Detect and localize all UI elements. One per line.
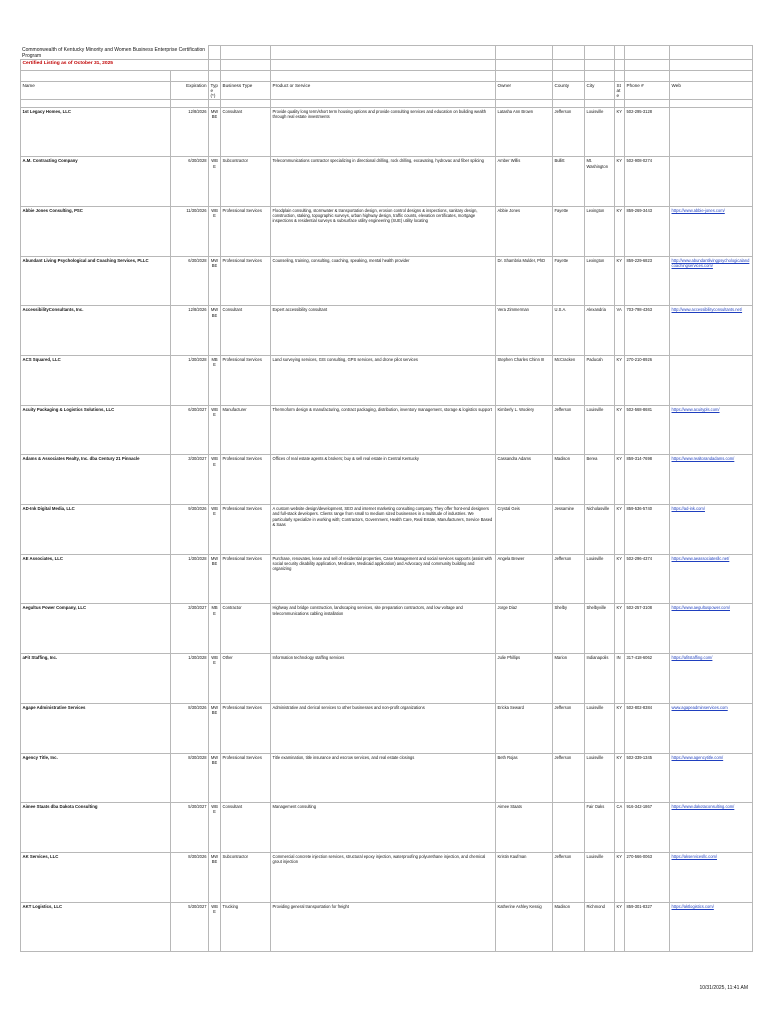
cell-product: Land surveying services, GIS consulting, GPS services, and drone pilot services xyxy=(271,356,496,406)
cell-city: Louisville xyxy=(585,753,615,803)
cell-state: KY xyxy=(615,206,625,256)
cell-city: Paducah xyxy=(585,356,615,406)
cell-business-type: Other xyxy=(221,654,271,704)
cell-county: Fayette xyxy=(553,256,585,306)
cell-city: Louisville xyxy=(585,405,615,455)
cell-business-type: Professional Services xyxy=(221,356,271,406)
cell-type: MWBE xyxy=(209,852,221,902)
table-row xyxy=(21,206,753,256)
table-row xyxy=(21,604,753,654)
cell-phone: 859-229-6823 xyxy=(625,256,670,306)
cell-expiration: 6/30/2028 xyxy=(171,256,209,306)
col-header-business-type: Business Type xyxy=(221,82,271,100)
cell-business-type: Consultant xyxy=(221,803,271,853)
cell-name: Aimee Staats dba Dakota Consulting xyxy=(21,803,171,853)
cell-product: Thermoform design & manufacturing, contract packaging, distribution, inventory management, storage & logistics support xyxy=(271,405,496,455)
cell-product: Floodplain consulting, stormwater & transportation design, erosion control designs & inspections, sanitary design, construction, staking, topographic surveys, urban highway design, traffic counts, elevation certificates, mortgage inspections & residential surveys & subsurface utility engineering (SUE) utility locating xyxy=(271,206,496,256)
col-header-owner: Owner xyxy=(496,82,553,100)
cell-county: Jefferson xyxy=(553,107,585,157)
cell-type: MWBE xyxy=(209,306,221,356)
cell-state: KY xyxy=(615,505,625,555)
cell-product: Information technology staffing services xyxy=(271,654,496,704)
cell-phone: 859-301-8327 xyxy=(625,902,670,952)
cell-product: Highway and bridge construction, landscaping services, site preparation contractors, and low voltage and telecommunications cabling installation xyxy=(271,604,496,654)
cell-product: Title examination, title insurance and escrow services, and real estate closings xyxy=(271,753,496,803)
cell-phone: 859-314-7698 xyxy=(625,455,670,505)
cell-expiration: 6/30/2027 xyxy=(171,405,209,455)
cell-phone: 317-418-6062 xyxy=(625,654,670,704)
col-header-phone: Phone # xyxy=(625,82,670,100)
cell-owner: Beth Rojas xyxy=(496,753,553,803)
cell-web[interactable] xyxy=(670,107,753,157)
table-row xyxy=(21,157,753,207)
cell-expiration: 12/8/2026 xyxy=(171,107,209,157)
cell-name: AD-Ink Digital Media, LLC xyxy=(21,505,171,555)
col-header-state: State xyxy=(615,82,625,100)
table-row xyxy=(21,554,753,604)
website-link[interactable]: http://www.accessibilityconsultants.net/ xyxy=(671,307,743,313)
cell-city: Lexington xyxy=(585,256,615,306)
cell-type: MWBE xyxy=(209,554,221,604)
cell-state: KY xyxy=(615,902,625,952)
cell-owner: Amber Willis xyxy=(496,157,553,207)
cell-name: Aegultus Power Company, LLC xyxy=(21,604,171,654)
cell-web[interactable] xyxy=(670,803,753,853)
cell-state: KY xyxy=(615,852,625,902)
print-timestamp: 10/31/2025, 11:41 AM xyxy=(699,985,748,991)
cell-phone: 502-296-4374 xyxy=(625,554,670,604)
website-link[interactable]: https://www.aeassociatesllc.net/ xyxy=(671,555,730,561)
cell-business-type: Subcontractor xyxy=(221,852,271,902)
cell-phone: 703-798-4363 xyxy=(625,306,670,356)
cell-owner: Latasha Ann Brown xyxy=(496,107,553,157)
cell-product: Telecommunications contractor specializing in directional drilling, rock drilling, excavating, hydrovac and fiber splicing xyxy=(271,157,496,207)
cell-product: Expert accessibility consultant xyxy=(271,306,496,356)
cell-county: Madison xyxy=(553,455,585,505)
cell-owner: Katherine Ashley Kessig xyxy=(496,902,553,952)
website-link[interactable]: https://www.dakotaconsulting.com/ xyxy=(671,804,735,810)
cell-expiration: 12/8/2026 xyxy=(171,306,209,356)
cell-type: WBE xyxy=(209,157,221,207)
cell-product: Offices of real estate agents & brokers; buy & sell real estate in Central Kentucky xyxy=(271,455,496,505)
cell-expiration: 8/30/2028 xyxy=(171,753,209,803)
cell-state: KY xyxy=(615,405,625,455)
cell-name: Acuity Packaging & Logistics Solutions, LLC xyxy=(21,405,171,455)
title-line-2: Program xyxy=(22,52,42,59)
header-row xyxy=(21,82,753,100)
cell-web[interactable] xyxy=(670,157,753,207)
cell-county: Fayette xyxy=(553,206,585,256)
cell-type: MBE xyxy=(209,604,221,654)
cell-expiration: 1/30/2028 xyxy=(171,356,209,406)
cell-state: KY xyxy=(615,604,625,654)
cell-web[interactable] xyxy=(670,902,753,952)
col-header-product: Product or Service xyxy=(271,82,496,100)
cell-county: Jefferson xyxy=(553,405,585,455)
table-row xyxy=(21,703,753,753)
cell-phone: 270-566-0063 xyxy=(625,852,670,902)
table-row xyxy=(21,803,753,853)
cell-expiration: 5/30/2027 xyxy=(171,803,209,853)
cell-city: Fair Oaks xyxy=(585,803,615,853)
cell-state: KY xyxy=(615,157,625,207)
cell-product: Management consulting xyxy=(271,803,496,853)
cell-phone: 270-210-8926 xyxy=(625,356,670,406)
cell-state: KY xyxy=(615,256,625,306)
cell-city: Nicholasville xyxy=(585,505,615,555)
cell-business-type: Professional Services xyxy=(221,455,271,505)
cell-phone: 916-342-1867 xyxy=(625,803,670,853)
cell-city: Indianapolis xyxy=(585,654,615,704)
table-row xyxy=(21,256,753,306)
cell-type: MWBE xyxy=(209,107,221,157)
cell-type: WBE xyxy=(209,803,221,853)
col-header-city: City xyxy=(585,82,615,100)
col-header-expiration: Expiration xyxy=(171,82,209,100)
cell-phone: 502-908-0274 xyxy=(625,157,670,207)
cell-product: A custom website design/development, SEO and internet marketing consulting company. They offer front-end designers and full-stack developers. Clients range from small to medium sized businesses in a multitude of industries. We particularly specialize in working with; Contractors, Government, Health Care, Real Estate, Manufacturers, Service Based & Saas xyxy=(271,505,496,555)
cell-county: Jefferson xyxy=(553,753,585,803)
website-link[interactable]: https://afitstaffing.com/ xyxy=(671,655,713,661)
cell-name: ACS Squared, LLC xyxy=(21,356,171,406)
cell-business-type: Consultant xyxy=(221,107,271,157)
cell-state: KY xyxy=(615,107,625,157)
cell-web[interactable] xyxy=(670,505,753,555)
website-link[interactable]: https://www.acuitypls.com/ xyxy=(671,406,720,412)
cell-phone: 502-295-3128 xyxy=(625,107,670,157)
cell-web[interactable] xyxy=(670,604,753,654)
table-row xyxy=(21,455,753,505)
cell-product: Providing general transportation for freight xyxy=(271,902,496,952)
cell-type: MBE xyxy=(209,356,221,406)
cell-business-type: Contractor xyxy=(221,604,271,654)
cell-county: Shelby xyxy=(553,604,585,654)
cell-city: Lexington xyxy=(585,206,615,256)
cell-expiration: 11/30/2026 xyxy=(171,206,209,256)
cell-county: Jefferson xyxy=(553,852,585,902)
cell-expiration: 3/30/2027 xyxy=(171,455,209,505)
cell-county: Bullitt xyxy=(553,157,585,207)
cell-owner: Ericka Seward xyxy=(496,703,553,753)
col-header-county: County xyxy=(553,82,585,100)
cell-county: McCracken xyxy=(553,356,585,406)
col-header-type: Type (*) xyxy=(209,82,221,100)
website-link[interactable]: https://akservicesllc.com/ xyxy=(671,853,718,859)
cell-expiration: 3/30/2027 xyxy=(171,604,209,654)
cell-name: Abundant Living Psychological and Coaching Services, PLLC xyxy=(21,256,171,306)
cell-owner: Aimee Staats xyxy=(496,803,553,853)
cell-county: Jefferson xyxy=(553,554,585,604)
cell-city: Louisville xyxy=(585,852,615,902)
website-link[interactable]: www.agapeadminservices.com xyxy=(671,704,728,710)
cell-owner: Stephen Charles Chinn III xyxy=(496,356,553,406)
cell-business-type: Professional Services xyxy=(221,554,271,604)
cell-name: Agape Administrative Services xyxy=(21,703,171,753)
cell-expiration: 5/30/2027 xyxy=(171,902,209,952)
cell-phone: 502-257-3108 xyxy=(625,604,670,654)
cell-business-type: Professional Services xyxy=(221,206,271,256)
cell-state: CA xyxy=(615,803,625,853)
cell-product: Provide quality long term/short term housing options and provide consulting services and education on building wealth through real estate investments xyxy=(271,107,496,157)
cell-owner: Jorge Diaz xyxy=(496,604,553,654)
cell-name: AKT Logistics, LLC xyxy=(21,902,171,952)
cell-county: U.S.A. xyxy=(553,306,585,356)
cell-name: A.M. Contracting Company xyxy=(21,157,171,207)
cell-business-type: Consultant xyxy=(221,306,271,356)
cell-expiration: 6/30/2028 xyxy=(171,157,209,207)
website-link[interactable]: https://www.aegultuspower.com/ xyxy=(671,605,730,611)
cell-city: Richmond xyxy=(585,902,615,952)
cell-phone: 859-269-3443 xyxy=(625,206,670,256)
table-row xyxy=(21,505,753,555)
cell-owner: Kimberly L. Woolery xyxy=(496,405,553,455)
cell-web[interactable] xyxy=(670,306,753,356)
cell-state: VA xyxy=(615,306,625,356)
cell-county: Jefferson xyxy=(553,703,585,753)
cell-name: Abbie Jones Consulting, PSC xyxy=(21,206,171,256)
cell-state: KY xyxy=(615,703,625,753)
cell-web[interactable] xyxy=(670,753,753,803)
cell-name: aFit Staffing, Inc. xyxy=(21,654,171,704)
cell-expiration: 8/30/2026 xyxy=(171,703,209,753)
cell-type: WBE xyxy=(209,654,221,704)
cell-expiration: 9/30/2026 xyxy=(171,505,209,555)
cell-county: Marion xyxy=(553,654,585,704)
cell-state: KY xyxy=(615,753,625,803)
website-link[interactable]: https://www.agencytitle.com/ xyxy=(671,754,724,760)
cell-city: Louisville xyxy=(585,703,615,753)
cell-county: Madison xyxy=(553,902,585,952)
table-row xyxy=(21,356,753,406)
cell-owner: Dr. Shambria Mulder, PhD xyxy=(496,256,553,306)
cell-state: KY xyxy=(615,554,625,604)
cell-name: Adams & Associates Realty, Inc. dba Century 21 Pinnacle xyxy=(21,455,171,505)
cell-web[interactable] xyxy=(670,455,753,505)
cell-state: KY xyxy=(615,356,625,406)
cell-county: Jessamine xyxy=(553,505,585,555)
cell-product: Counseling, training, consulting, coaching, speaking, mental health provider xyxy=(271,256,496,306)
cell-type: MWBE xyxy=(209,256,221,306)
cell-type: WBE xyxy=(209,405,221,455)
table-row xyxy=(21,753,753,803)
table-row xyxy=(21,902,753,952)
cell-city: Berea xyxy=(585,455,615,505)
table-row xyxy=(21,107,753,157)
cell-phone: 859-536-5740 xyxy=(625,505,670,555)
cell-state: KY xyxy=(615,455,625,505)
cell-business-type: Subcontractor xyxy=(221,157,271,207)
cell-city: Louisville xyxy=(585,107,615,157)
cell-type: WBE xyxy=(209,902,221,952)
col-header-name: Name xyxy=(21,82,171,100)
cell-product: Purchase, renovates, lease and sell of residential properties, Case Management and social services supports (assist with social security disability application, Medicare, Medicaid application) and Advocacy and community building and organizing xyxy=(271,554,496,604)
report-title xyxy=(21,46,209,60)
cell-owner: Crystal Geis xyxy=(496,505,553,555)
cell-county xyxy=(553,803,585,853)
cell-expiration: 8/30/2026 xyxy=(171,852,209,902)
website-link[interactable]: http://www.abundantlivingpsychologicalandcoachingservices.com/ xyxy=(671,257,750,268)
cell-web[interactable] xyxy=(670,206,753,256)
table-row xyxy=(21,306,753,356)
cell-owner: Abbie Jones xyxy=(496,206,553,256)
cell-web[interactable] xyxy=(670,356,753,406)
listing-sheet xyxy=(20,45,752,952)
cell-phone: 502-339-1345 xyxy=(625,753,670,803)
cell-owner: Kristin Kaufman xyxy=(496,852,553,902)
cell-type: WBE xyxy=(209,505,221,555)
cell-business-type: Manufacturer xyxy=(221,405,271,455)
cell-web[interactable] xyxy=(670,703,753,753)
cell-phone: 502-802-8384 xyxy=(625,703,670,753)
cell-city: Louisville xyxy=(585,554,615,604)
cell-type: WBE xyxy=(209,206,221,256)
website-link[interactable]: https://www.realtorandadams.com/ xyxy=(671,456,735,462)
cell-product: Commercial concrete injection services, structural epoxy injection, waterproofing polyurethane injection, and chemical grout injection xyxy=(271,852,496,902)
website-link[interactable]: https://ad-ink.com/ xyxy=(671,506,705,512)
title-line-1: Commonwealth of Kentucky Minority and Women Business Enterprise Certification xyxy=(22,46,206,53)
cell-owner: Angela Brewer xyxy=(496,554,553,604)
cell-web[interactable] xyxy=(670,654,753,704)
cell-product: Administrative and clerical services to other businesses and non-profit organizations xyxy=(271,703,496,753)
cell-type: MWBE xyxy=(209,753,221,803)
cell-name: AK Services, LLC xyxy=(21,852,171,902)
cell-owner: Julie Phillips xyxy=(496,654,553,704)
certification-table xyxy=(20,45,753,952)
cell-type: MWBE xyxy=(209,703,221,753)
cell-phone: 502-568-8681 xyxy=(625,405,670,455)
cell-business-type: Professional Services xyxy=(221,753,271,803)
cell-owner: Vera Zimmerman xyxy=(496,306,553,356)
cell-business-type: Professional Services xyxy=(221,703,271,753)
cell-name: 1st Legacy Homes, LLC xyxy=(21,107,171,157)
table-row xyxy=(21,654,753,704)
table-row xyxy=(21,852,753,902)
website-link[interactable]: https://aktlogistics.com/ xyxy=(671,903,714,909)
cell-name: AE Associates, LLC xyxy=(21,554,171,604)
cell-business-type: Professional Services xyxy=(221,505,271,555)
cell-expiration: 1/30/2028 xyxy=(171,554,209,604)
cell-web[interactable] xyxy=(670,554,753,604)
cell-type: WBE xyxy=(209,455,221,505)
certified-as-of: Certified Listing as of October 31, 2025 xyxy=(21,60,209,71)
cell-web[interactable] xyxy=(670,405,753,455)
cell-city: Mt. Washington xyxy=(585,157,615,207)
cell-state: IN xyxy=(615,654,625,704)
col-header-web: Web xyxy=(670,82,753,100)
website-link[interactable]: https://www.abbie-jones.com/ xyxy=(671,207,725,213)
table-row xyxy=(21,405,753,455)
cell-business-type: Trucking xyxy=(221,902,271,952)
cell-name: AccessibilityConsultants, Inc. xyxy=(21,306,171,356)
cell-owner: Cassandra Adams xyxy=(496,455,553,505)
cell-web[interactable] xyxy=(670,256,753,306)
cell-name: Agency Title, Inc. xyxy=(21,753,171,803)
cell-expiration: 1/30/2028 xyxy=(171,654,209,704)
cell-web[interactable] xyxy=(670,852,753,902)
cell-business-type: Professional Services xyxy=(221,256,271,306)
cell-city: Shelbyville xyxy=(585,604,615,654)
cell-city: Alexandria xyxy=(585,306,615,356)
